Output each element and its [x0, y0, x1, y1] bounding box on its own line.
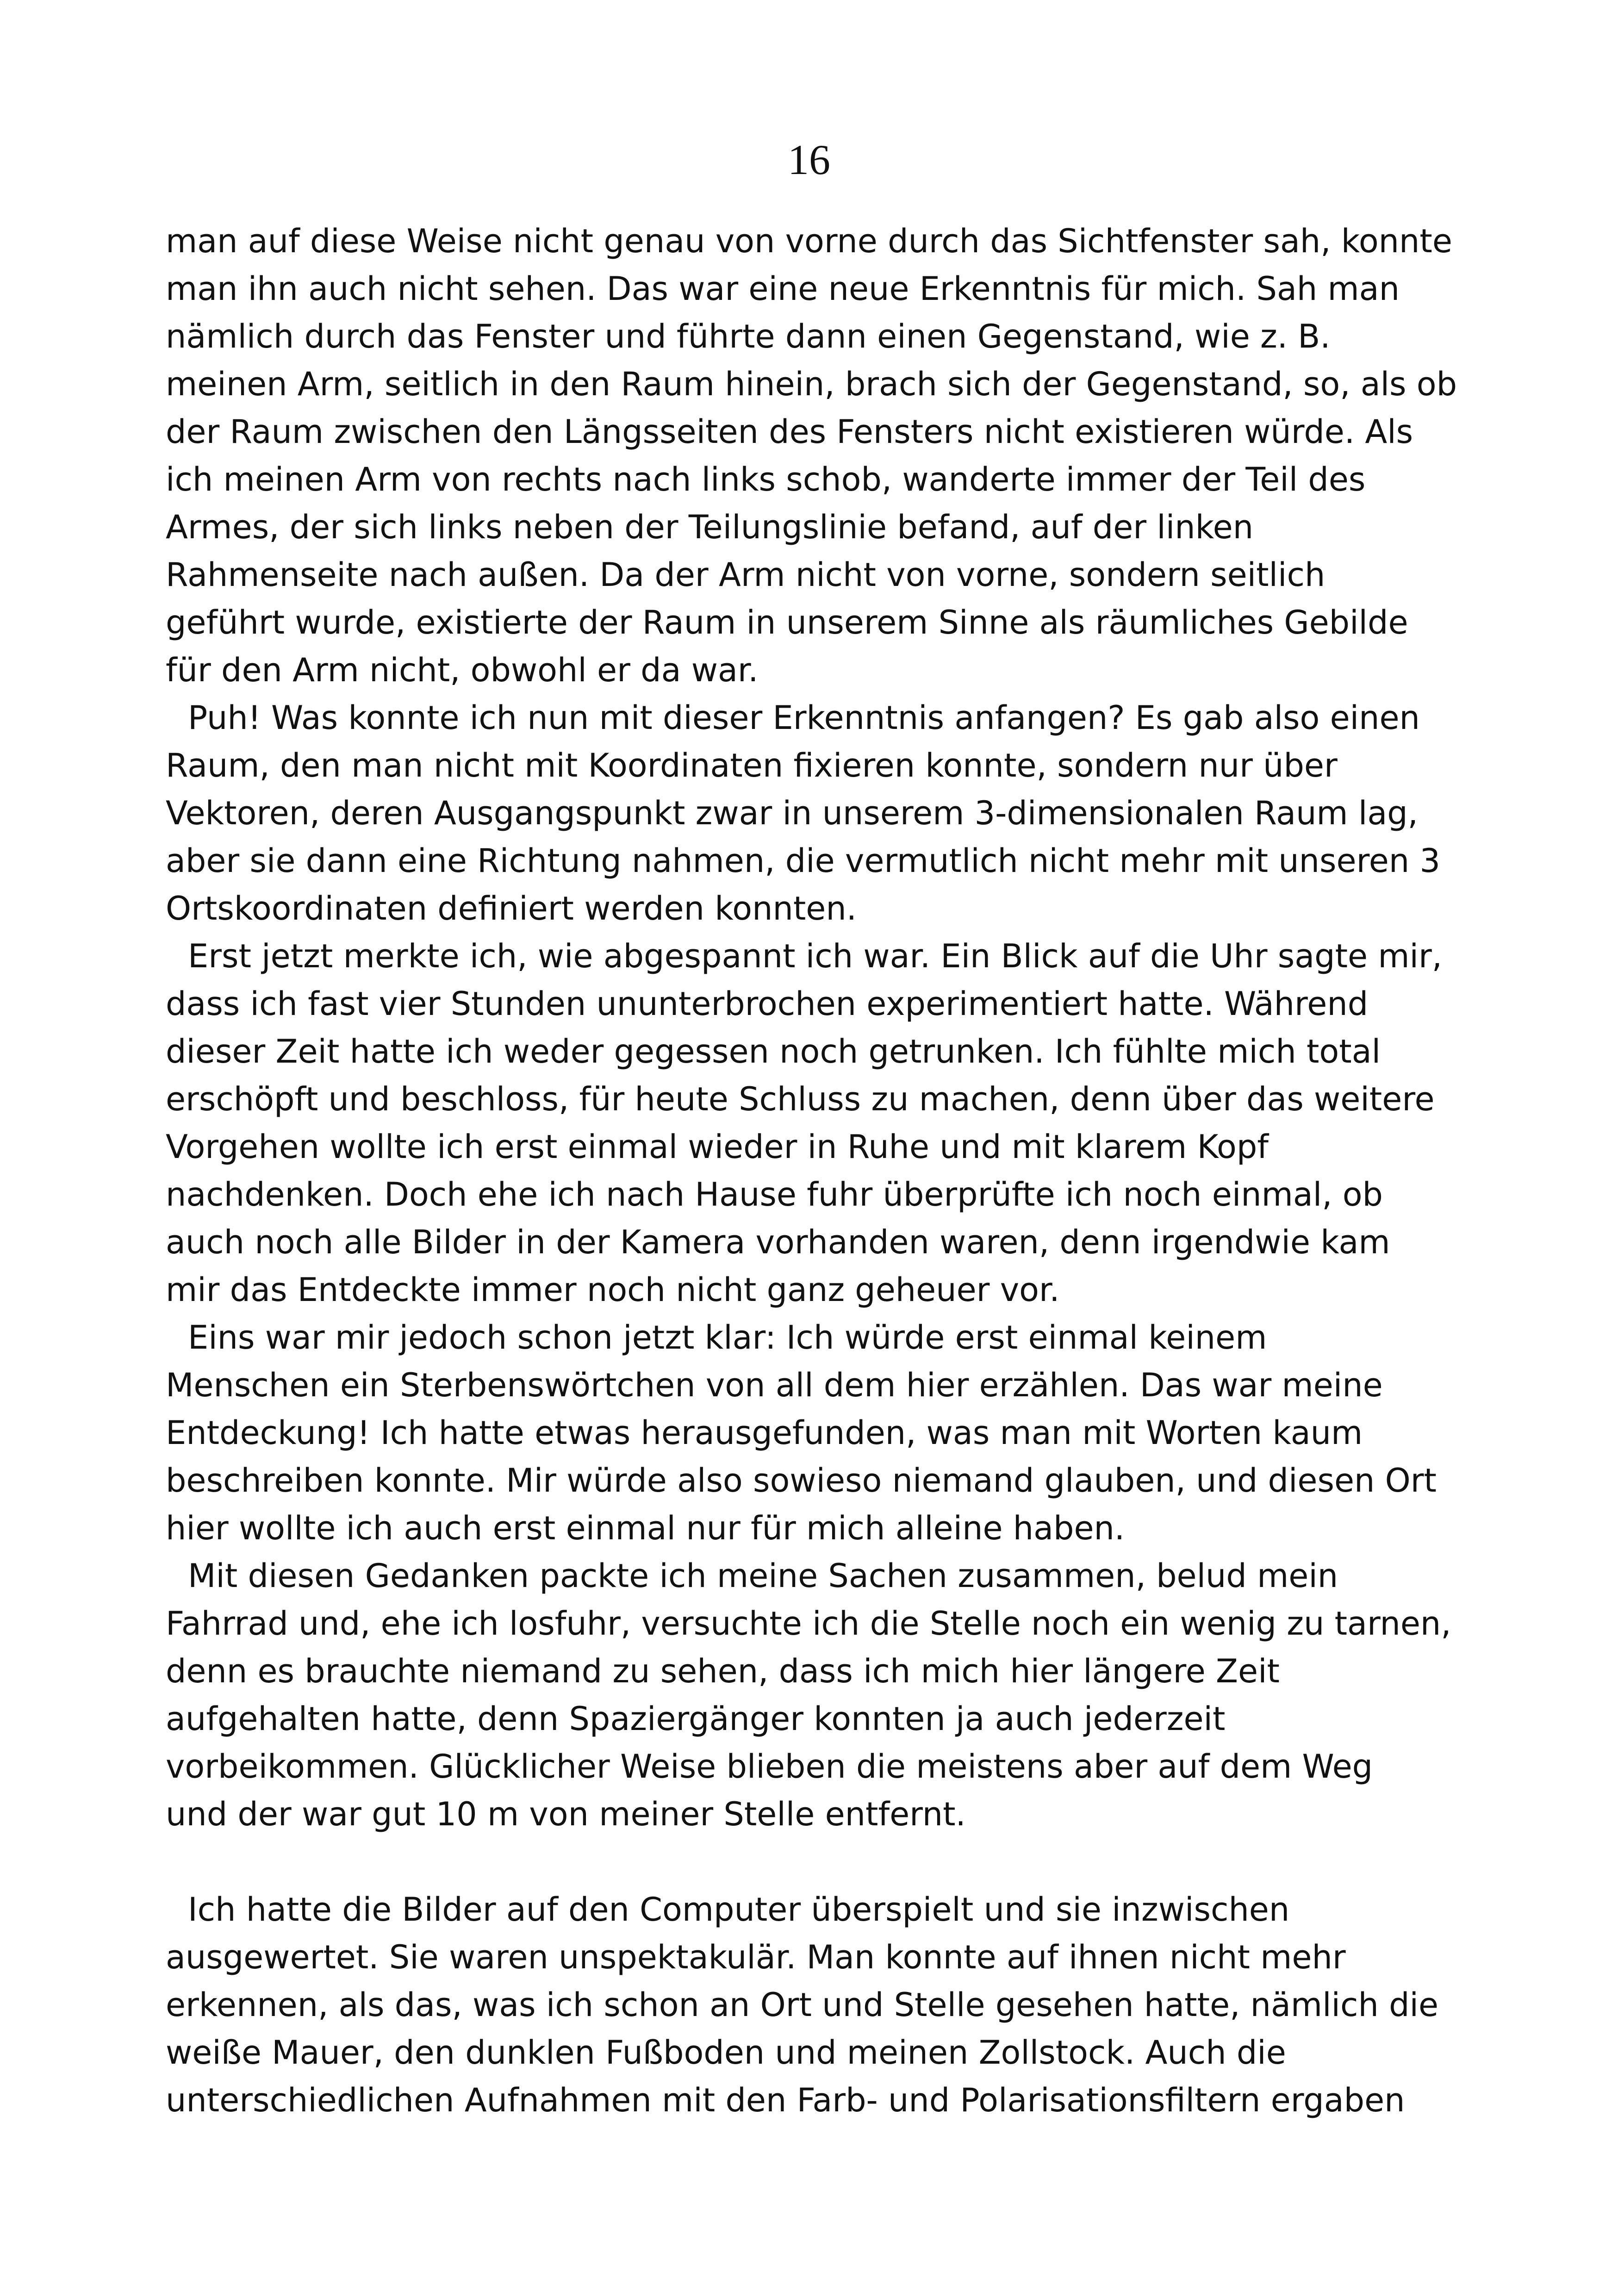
text-line: Mit diesen Gedanken packte ich meine Sachen zusammen, belud mein — [188, 1557, 1338, 1595]
text-line: erschöpft und beschloss, für heute Schluss zu machen, denn über das weitere — [166, 1080, 1435, 1118]
text-line: Rahmenseite nach außen. Da der Arm nicht von vorne, sondern seitlich — [166, 556, 1326, 594]
paragraph-5 — [166, 1552, 1451, 1838]
text-line: Ortskoordinaten definiert werden konnten. — [166, 890, 857, 927]
text-line: unterschiedlichen Aufnahmen mit den Farb- und Polarisationsfiltern ergaben — [166, 2081, 1405, 2119]
text-line: mir das Entdeckte immer noch nicht ganz geheuer vor. — [166, 1271, 1060, 1309]
text-line: nachdenken. Doch ehe ich nach Hause fuhr überprüfte ich noch einmal, ob — [166, 1176, 1383, 1213]
text-line: dass ich fast vier Stunden ununterbrochen experimentiert hatte. Während — [166, 985, 1369, 1023]
text-line: man ihn auch nicht sehen. Das war eine neue Erkenntnis für mich. Sah man — [166, 270, 1400, 308]
text-line: erkennen, als das, was ich schon an Ort und Stelle gesehen hatte, nämlich die — [166, 1986, 1439, 2024]
paragraph-3 — [166, 933, 1443, 1314]
text-line: Menschen ein Sterbenswörtchen von all dem hier erzählen. Das war meine — [166, 1366, 1383, 1404]
text-line: Puh! Was konnte ich nun mit dieser Erkenntnis anfangen? Es gab also einen — [188, 699, 1420, 737]
text-line: vorbeikommen. Glücklicher Weise blieben die meistens aber auf dem Weg — [166, 1748, 1373, 1786]
paragraph-2 — [166, 694, 1441, 933]
text-line: nämlich durch das Fenster und führte dann einen Gegenstand, wie z. B. — [166, 317, 1331, 355]
text-line: Vektoren, deren Ausgangspunkt zwar in unserem 3-dimensionalen Raum lag, — [166, 794, 1418, 832]
text-line: man auf diese Weise nicht genau von vorne durch das Sichtfenster sah, konnte — [166, 222, 1452, 260]
paragraph-4 — [166, 1314, 1437, 1552]
text-line: Armes, der sich links neben der Teilungslinie befand, auf der linken — [166, 508, 1254, 546]
text-line: und der war gut 10 m von meiner Stelle entfernt. — [166, 1795, 966, 1833]
text-line: geführt wurde, existierte der Raum in unserem Sinne als räumliches Gebilde — [166, 604, 1408, 641]
text-line: Entdeckung! Ich hatte etwas herausgefunden, was man mit Worten kaum — [166, 1414, 1363, 1452]
text-line: Fahrrad und, ehe ich losfuhr, versuchte ich die Stelle noch ein wenig zu tarnen, — [166, 1605, 1451, 1643]
paragraph-1 — [166, 218, 1457, 694]
text-line: Raum, den man nicht mit Koordinaten fixieren konnte, sondern nur über — [166, 747, 1338, 784]
text-line: für den Arm nicht, obwohl er da war. — [166, 651, 759, 689]
text-line: der Raum zwischen den Längsseiten des Fensters nicht existieren würde. Als — [166, 413, 1413, 451]
page-number: 16 — [788, 136, 830, 183]
text-line: hier wollte ich auch erst einmal nur für mich alleine haben. — [166, 1509, 1125, 1547]
text-line: denn es brauchte niemand zu sehen, dass ich mich hier längere Zeit — [166, 1652, 1280, 1690]
text-line: Eins war mir jedoch schon jetzt klar: Ich würde erst einmal keinem — [188, 1319, 1267, 1356]
text-line: ich meinen Arm von rechts nach links schob, wanderte immer der Teil des — [166, 460, 1366, 498]
text-line: ausgewertet. Sie waren unspektakulär. Man konnte auf ihnen nicht mehr — [166, 1938, 1346, 1976]
text-line: meinen Arm, seitlich in den Raum hinein, brach sich der Gegenstand, so, als ob — [166, 365, 1457, 403]
text-line: Vorgehen wollte ich erst einmal wieder in Ruhe und mit klarem Kopf — [166, 1128, 1269, 1166]
paragraph-6 — [166, 1886, 1439, 2124]
text-line: weiße Mauer, den dunklen Fußboden und meinen Zollstock. Auch die — [166, 2034, 1286, 2072]
text-line: auch noch alle Bilder in der Kamera vorhanden waren, denn irgendwie kam — [166, 1223, 1390, 1261]
text-line: aber sie dann eine Richtung nahmen, die vermutlich nicht mehr mit unseren 3 — [166, 842, 1441, 880]
section-break — [166, 1838, 1434, 1886]
text-line: Ich hatte die Bilder auf den Computer überspielt und sie inzwischen — [188, 1891, 1290, 1929]
text-line: beschreiben konnte. Mir würde also sowieso niemand glauben, und diesen Ort — [166, 1462, 1437, 1500]
text-line: dieser Zeit hatte ich weder gegessen noch getrunken. Ich fühlte mich total — [166, 1033, 1381, 1070]
body-text — [166, 218, 1457, 2124]
text-line: Erst jetzt merkte ich, wie abgespannt ich war. Ein Blick auf die Uhr sagte mir, — [188, 937, 1443, 975]
text-line: aufgehalten hatte, denn Spaziergänger konnten ja auch jederzeit — [166, 1700, 1226, 1738]
